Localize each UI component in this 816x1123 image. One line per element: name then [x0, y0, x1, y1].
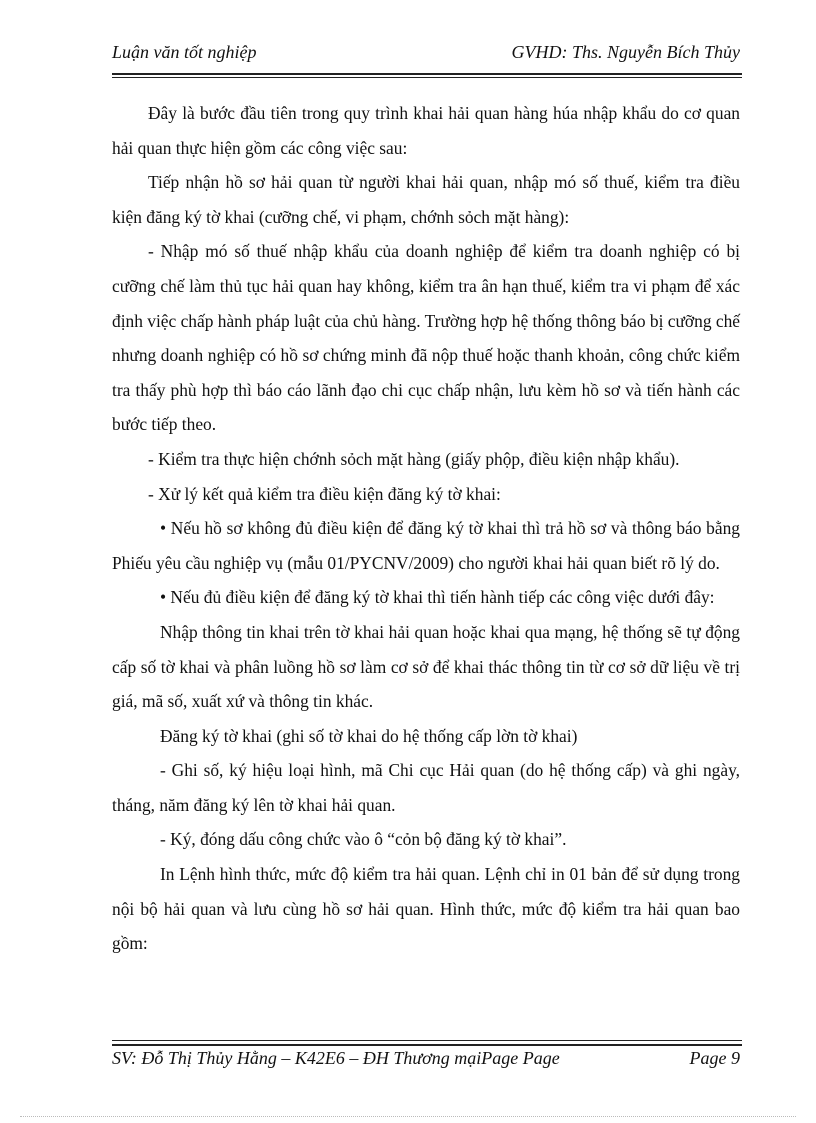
header-supervisor: GVHD: Ths. Nguyễn Bích Thủy	[511, 42, 740, 62]
header-thesis-title: Luận văn tốt nghiệp	[112, 42, 257, 62]
page-footer	[112, 1046, 740, 1076]
paragraph-register-declaration: Đăng ký tờ khai (ghi số tờ khai do hệ thống cấp lờn tờ khai)	[160, 725, 578, 746]
page-bottom-dotted-line	[20, 1116, 796, 1117]
header-rule-thick	[112, 73, 742, 75]
paragraph-receive-dossier: Tiếp nhận hồ sơ hải quan từ người khai hải quan, nhập mó số thuế, kiểm tra điều kiện đăng ký tờ khai (cưỡng chế, vi phạm, chớnh sỏch mặt hàng):	[112, 172, 740, 227]
paragraph-bullet-not-eligible: • Nếu hồ sơ không đủ điều kiện để đăng ký tờ khai thì trả hồ sơ và thông báo bằng Phiếu yêu cầu nghiệp vụ (mẫu 01/PYCNV/2009) cho người khai hải quan biết rõ lý do.	[112, 518, 740, 573]
page-header	[112, 40, 740, 70]
footer-page-number: Page 9	[689, 1048, 740, 1068]
paragraph-print-order: In Lệnh hình thức, mức độ kiểm tra hải quan. Lệnh chỉ in 01 bản để sử dụng trong nội bộ hải quan và lưu cùng hồ sơ hải quan. Hình thức, mức độ kiểm tra hải quan bao gồm:	[112, 864, 740, 954]
paragraph-policy-check: - Kiểm tra thực hiện chớnh sỏch mặt hàng (giấy phộp, điều kiện nhập khẩu).	[148, 448, 680, 469]
paragraph-enter-info: Nhập thông tin khai trên tờ khai hải quan hoặc khai qua mạng, hệ thống sẽ tự động cấp số tờ khai và phân luồng hồ sơ làm cơ sở để khai thác thông tin từ cơ sở dữ liệu về trị giá, mã số, xuất xứ và thông tin khác.	[112, 621, 740, 712]
paragraph-bullet-eligible: • Nếu đủ điều kiện để đăng ký tờ khai thì tiến hành tiếp các công việc dưới đây:	[160, 587, 715, 608]
footer-rule-thin	[112, 1040, 742, 1041]
paragraph-record-number: - Ghi số, ký hiệu loại hình, mã Chi cục Hải quan (do hệ thống cấp) và ghi ngày, tháng, năm đăng ký lên tờ khai hải quan.	[112, 760, 740, 815]
paragraph-process-result: - Xử lý kết quả kiểm tra điều kiện đăng ký tờ khai:	[148, 483, 501, 504]
paragraph-intro: Đây là bước đầu tiên trong quy trình khai hải quan hàng húa nhập khẩu do cơ quan hải quan thực hiện gồm các công việc sau:	[112, 103, 740, 158]
header-rule-thin	[112, 77, 742, 78]
paragraph-sign-stamp: - Ký, đóng dấu công chức vào ô “cỏn bộ đăng ký tờ khai”.	[160, 829, 567, 850]
paragraph-tax-code-check: - Nhập mó số thuế nhập khẩu của doanh nghiệp để kiểm tra doanh nghiệp có bị cưỡng chế làm thủ tục hải quan hay không, kiểm tra ân hạn thuế, kiểm tra vi phạm để xác định việc chấp hành pháp luật của chủ hàng. Trường hợp hệ thống thông báo bị cưỡng chế nhưng doanh nghiệp có hồ sơ chứng minh đã nộp thuế hoặc thanh khoản, công chức kiểm tra thấy phù hợp thì báo cáo lãnh đạo chi cục chấp nhận, lưu kèm hồ sơ và tiến hành các bước tiếp theo.	[112, 241, 740, 435]
footer-student-info: SV: Đỗ Thị Thủy Hằng – K42E6 – ĐH Thương mạiPage Page	[112, 1048, 560, 1068]
document-body	[112, 96, 740, 961]
